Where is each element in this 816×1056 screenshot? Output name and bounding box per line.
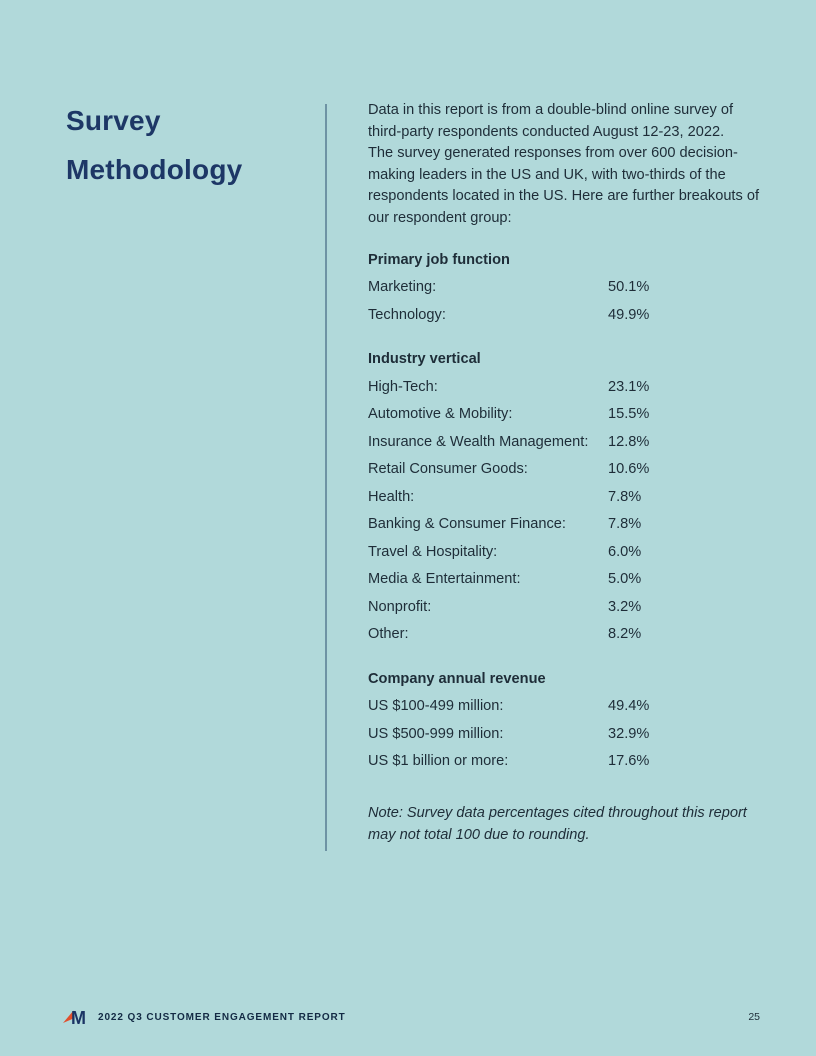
stat-row [368, 693, 764, 721]
stat-value: 6.0% [608, 543, 642, 560]
momentive-m-logo-icon [62, 1006, 90, 1028]
intro-paragraph-2: The survey generated responses from over 600 decision-making leaders in the US and UK, with two-thirds of the respondents located in the US. Here are further breakouts of our respondent group: [368, 145, 760, 226]
section-primary-job-function [368, 247, 764, 330]
stat-value: 15.5% [608, 406, 650, 423]
intro-paragraph-1: Data in this report is from a double-blind online survey of third-party respondents conducted August 12-23, 2022. [368, 102, 734, 140]
content-column [368, 100, 764, 847]
section-heading: Industry vertical [368, 351, 481, 368]
rounding-note: Note: Survey data percentages cited throughout this report may not total 100 due to rounding. [368, 804, 747, 844]
stat-row [368, 511, 764, 539]
stat-value: 50.1% [608, 279, 650, 296]
section-industry-vertical [368, 346, 764, 649]
stat-row [368, 566, 764, 594]
stat-label: Media & Entertainment: [368, 571, 521, 588]
svg-text:M: M [71, 1008, 86, 1028]
stat-label: Technology: [368, 306, 446, 323]
stat-row [368, 429, 764, 457]
page-title-line2: Methodology [66, 154, 243, 185]
page-title-line1: Survey [66, 105, 161, 136]
stat-value: 5.0% [608, 571, 642, 588]
stat-value: 17.6% [608, 753, 650, 770]
stat-value: 8.2% [608, 626, 642, 643]
stat-row [368, 274, 764, 302]
stat-value: 7.8% [608, 488, 642, 505]
stat-value: 23.1% [608, 378, 650, 395]
stat-row [368, 302, 764, 330]
stat-label: Banking & Consumer Finance: [368, 516, 566, 533]
stat-label: Travel & Hospitality: [368, 543, 498, 560]
stat-label: Insurance & Wealth Management: [368, 433, 589, 450]
stat-row [368, 456, 764, 484]
stat-label: Marketing: [368, 279, 437, 296]
stat-label: US $500-999 million: [368, 725, 504, 742]
stat-value: 12.8% [608, 433, 650, 450]
footer-report-title: 2022 Q3 CUSTOMER ENGAGEMENT REPORT [98, 1011, 346, 1023]
section-company-annual-revenue [368, 666, 764, 776]
stat-value: 3.2% [608, 598, 642, 615]
stat-value: 49.9% [608, 306, 650, 323]
stat-value: 32.9% [608, 725, 650, 742]
page-title [66, 96, 242, 194]
stat-row [368, 748, 764, 776]
stat-row [368, 374, 764, 402]
page-footer [62, 1004, 760, 1030]
stat-label: Retail Consumer Goods: [368, 461, 528, 478]
stat-row [368, 594, 764, 622]
stat-label: US $1 billion or more: [368, 753, 509, 770]
page-number: 25 [748, 1011, 760, 1023]
vertical-divider [325, 104, 327, 851]
stat-label: US $100-499 million: [368, 698, 504, 715]
stat-row [368, 401, 764, 429]
stat-label: High-Tech: [368, 378, 438, 395]
section-heading: Primary job function [368, 251, 510, 268]
stat-row [368, 621, 764, 649]
stat-label: Automotive & Mobility: [368, 406, 513, 423]
stat-row [368, 484, 764, 512]
stat-label: Health: [368, 488, 415, 505]
stat-label: Nonprofit: [368, 598, 432, 615]
stat-row [368, 539, 764, 567]
stat-value: 10.6% [608, 461, 650, 478]
stat-value: 7.8% [608, 516, 642, 533]
stat-row [368, 721, 764, 749]
section-heading: Company annual revenue [368, 670, 546, 687]
intro-text [368, 100, 764, 230]
stat-label: Other: [368, 626, 409, 643]
stat-value: 49.4% [608, 698, 650, 715]
